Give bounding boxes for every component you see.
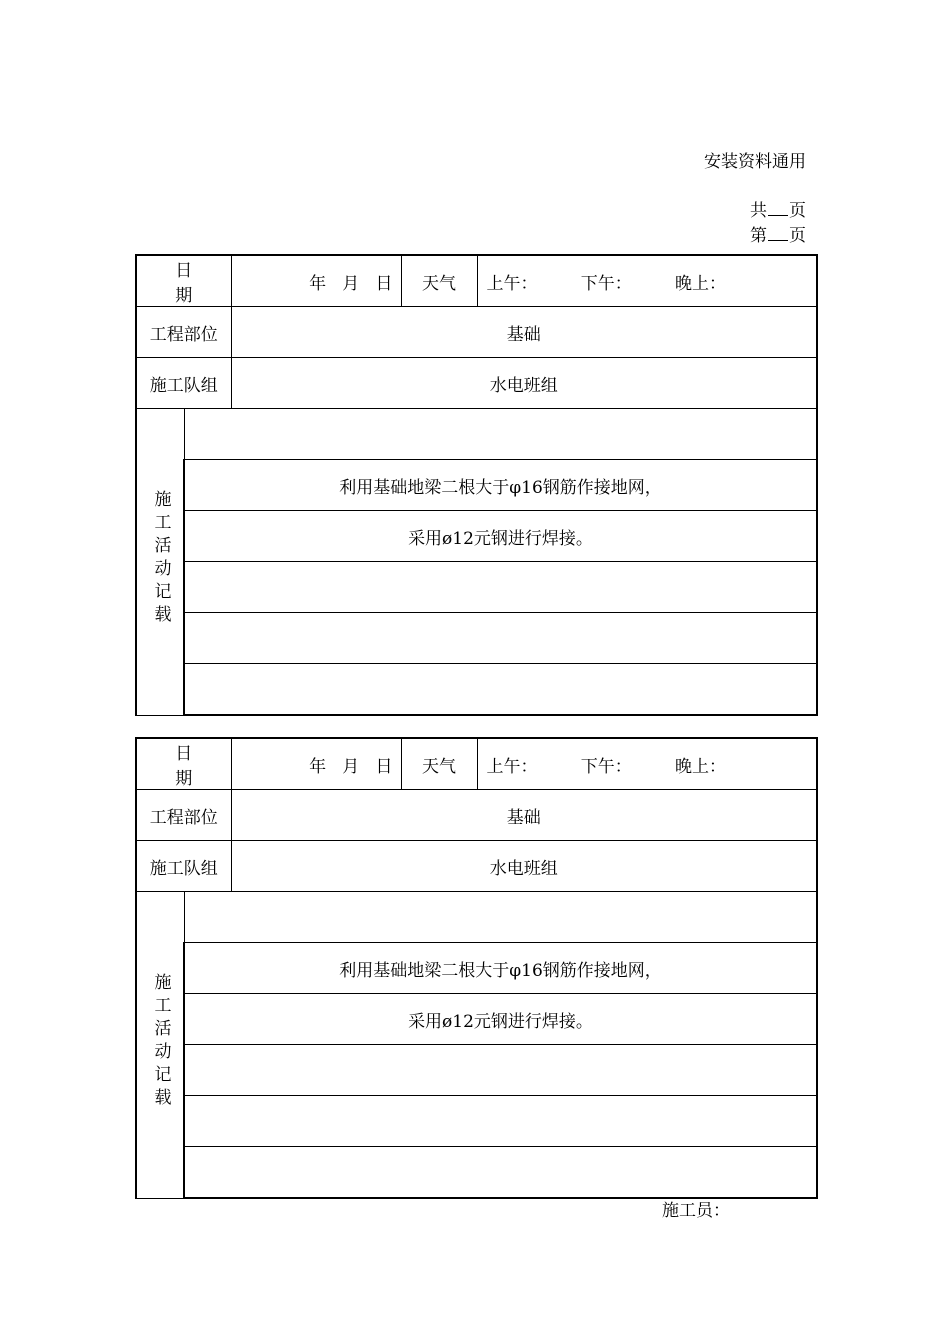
activity-row: [136, 892, 817, 943]
team-label: 施工队组: [136, 358, 231, 409]
activity-label-cell: [136, 409, 184, 716]
activity-row: [136, 1147, 817, 1199]
activity-line[interactable]: [184, 664, 817, 716]
worker-signature-label: 施工员：: [662, 1201, 730, 1221]
page-number-suffix: 页: [789, 226, 806, 246]
weather-label: 天气: [401, 255, 477, 307]
activity-line[interactable]: [184, 613, 817, 664]
activity-line[interactable]: [184, 1096, 817, 1147]
document-category: 安装资料通用: [704, 152, 806, 172]
activity-label-cell: [136, 892, 184, 1199]
total-pages-suffix: 页: [789, 201, 806, 221]
activity-line[interactable]: [184, 1147, 817, 1199]
construction-log-form: [135, 737, 818, 1199]
activity-line[interactable]: 采用ø12元钢进行焊接。: [184, 994, 817, 1045]
activity-label: 施工活动记载: [150, 490, 171, 629]
page-number-blank[interactable]: [768, 226, 788, 241]
activity-row: [136, 460, 817, 511]
part-label: 工程部位: [136, 790, 231, 841]
activity-line[interactable]: [184, 409, 817, 460]
team-label: 施工队组: [136, 841, 231, 892]
date-label: 日 期: [136, 255, 231, 307]
date-row: [136, 738, 817, 790]
date-value[interactable]: 年 月 日: [231, 255, 401, 307]
total-pages-prefix: 共: [750, 201, 767, 221]
activity-line[interactable]: 利用基础地梁二根大于φ16钢筋作接地网，: [184, 943, 817, 994]
date-row: [136, 255, 817, 307]
activity-line[interactable]: [184, 562, 817, 613]
activity-line[interactable]: 利用基础地梁二根大于φ16钢筋作接地网，: [184, 460, 817, 511]
activity-line[interactable]: 采用ø12元钢进行焊接。: [184, 511, 817, 562]
part-row: [136, 790, 817, 841]
part-value[interactable]: 基础: [231, 307, 817, 358]
activity-row: [136, 1096, 817, 1147]
weather-label: 天气: [401, 738, 477, 790]
activity-row: [136, 613, 817, 664]
part-value[interactable]: 基础: [231, 790, 817, 841]
team-row: [136, 358, 817, 409]
weather-value[interactable]: 上午： 下午： 晚上：: [477, 255, 817, 307]
page-number: [750, 224, 806, 249]
activity-label: 施工活动记载: [150, 973, 171, 1112]
part-row: [136, 307, 817, 358]
team-row: [136, 841, 817, 892]
activity-row: [136, 409, 817, 460]
weather-value[interactable]: 上午： 下午： 晚上：: [477, 738, 817, 790]
activity-row: [136, 943, 817, 994]
activity-line[interactable]: [184, 892, 817, 943]
team-value[interactable]: 水电班组: [231, 358, 817, 409]
activity-row: [136, 994, 817, 1045]
date-label: 日 期: [136, 738, 231, 790]
date-value[interactable]: 年 月 日: [231, 738, 401, 790]
activity-row: [136, 511, 817, 562]
team-value[interactable]: 水电班组: [231, 841, 817, 892]
construction-log-form: [135, 254, 818, 716]
total-pages-blank[interactable]: [768, 201, 788, 216]
activity-line[interactable]: [184, 1045, 817, 1096]
total-pages: [750, 199, 806, 224]
activity-row: [136, 562, 817, 613]
activity-row: [136, 664, 817, 716]
page-number-prefix: 第: [750, 226, 767, 246]
activity-row: [136, 1045, 817, 1096]
part-label: 工程部位: [136, 307, 231, 358]
